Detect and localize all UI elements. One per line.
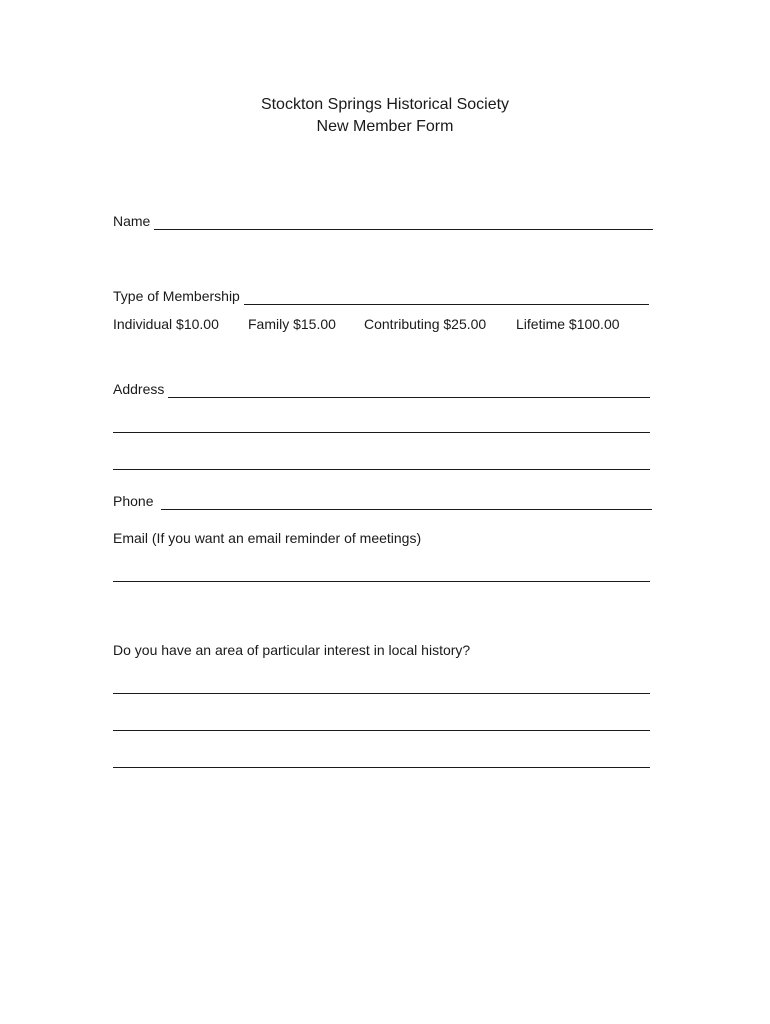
interest-input-line-2[interactable] [113,730,650,731]
address-input-line-1[interactable] [168,383,650,398]
phone-input-line[interactable] [161,495,652,510]
name-label: Name [113,213,151,229]
interest-input-line-1[interactable] [113,693,650,694]
address-label: Address [113,381,165,397]
membership-input-line[interactable] [244,290,649,305]
address-input-line-2[interactable] [113,432,650,433]
interest-question: Do you have an area of particular interest in local history? [113,642,471,658]
address-input-line-3[interactable] [113,469,650,470]
interest-input-line-3[interactable] [113,767,650,768]
email-input-line[interactable] [113,581,650,582]
email-label: Email (If you want an email reminder of meetings) [113,530,422,546]
membership-option-family: Family $15.00 [248,316,336,332]
membership-option-contributing: Contributing $25.00 [364,316,487,332]
membership-option-lifetime: Lifetime $100.00 [516,316,620,332]
address-field[interactable] [113,380,650,398]
membership-option-individual: Individual $10.00 [113,316,219,332]
organization-title: Stockton Springs Historical Society [260,96,510,113]
phone-label: Phone [113,493,154,509]
phone-field[interactable] [113,492,652,510]
form-title: New Member Form [316,118,454,135]
membership-label: Type of Membership [113,288,240,304]
name-input-line[interactable] [154,215,653,230]
membership-field[interactable] [113,287,649,305]
name-field[interactable] [113,212,653,230]
